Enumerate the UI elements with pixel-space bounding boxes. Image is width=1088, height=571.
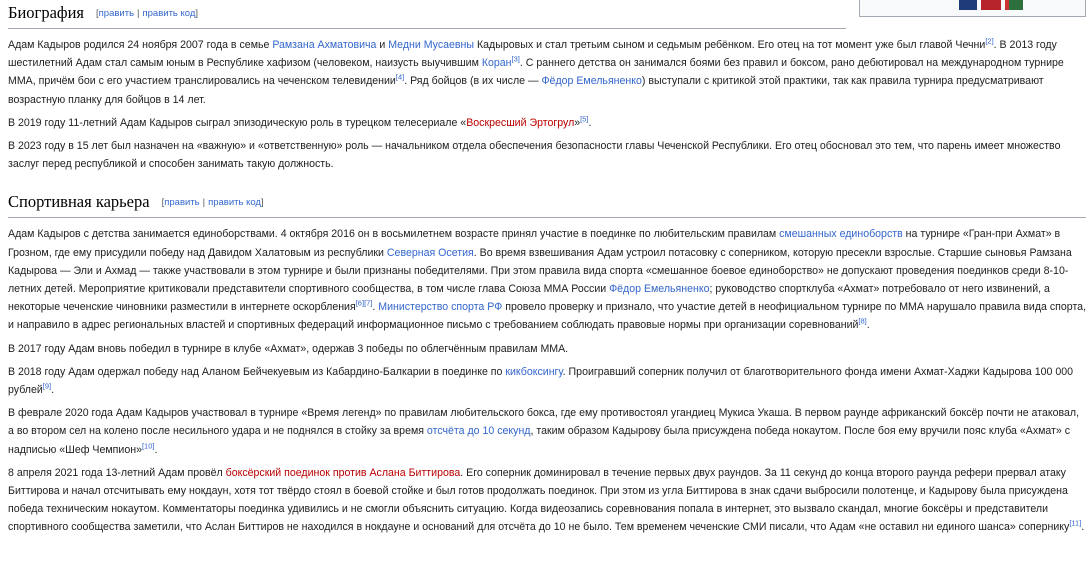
link-mma[interactable]: смешанных единоборств	[779, 228, 903, 241]
reference-link[interactable]: [3]	[511, 54, 520, 64]
edit-code-link[interactable]: править код	[208, 197, 261, 209]
reference-link[interactable]: [6]	[355, 298, 365, 308]
reference-link[interactable]: [8]	[858, 316, 867, 326]
edit-section	[162, 197, 264, 208]
section-heading-biography	[8, 2, 846, 29]
link-fedor[interactable]: Фёдор Емельяненко	[609, 283, 710, 296]
link-koran[interactable]: Коран	[481, 57, 512, 70]
paragraph: Адам Кадыров с детства занимается единоборствами. 4 октября 2016 он в восьмилетнем возрасте принял участие в поединке по любительским правилам смешанных единоборств на турнире «Гран-при Ахмат» в Грозном, где ему присудили победу над Давидом Халатовым из республики Северная Осетия. Во время взвешивания Адам устроил потасовку с соперником, которую пресекли взрослые. Старшие сыновья Рамзана Кадырова — Эли и Ахмад — также участвовали в этом турнире и были признаны победителями. При этом правила вида спорта «смешанное боевое единоборство» не допускают проведения поединков среди 8-10-летних детей. Мероприятие критиковали представители спортивного сообщества, в том числе глава Союза ММА России Фёдор Емельяненко; руководство спортклуба «Ахмат» потребовало от него извинений, а некоторые чеченские чиновники разместили в интернете оскорбления[6][7]. Министерство спорта РФ провело проверку и признало, что участие детей в неофициальном турнире по ММА нарушало правила вида спорта, и направило в адрес региональных властей и спортивных федераций информационное письмо с требованием соблюдать правовые нормы при организации соревнований[8].	[8, 228, 1087, 332]
separator: |	[202, 197, 206, 209]
bracket: [	[161, 197, 165, 209]
reference-link[interactable]: [7]	[364, 298, 373, 308]
reference-link[interactable]: [11]	[1069, 518, 1082, 528]
bracket: ]	[195, 8, 199, 19]
heading-text: Биография	[8, 3, 85, 22]
reference-link[interactable]: [9]	[42, 381, 52, 391]
heading-text: Спортивная карьера	[8, 192, 150, 212]
article-content	[8, 0, 1086, 537]
paragraph: В феврале 2020 года Адам Кадыров участвовал в турнире «Время легенд» по правилам любительского бокса, где ему противостоял угандиец Мукиса Укаша. В первом раунде африканский боксёр почти не атаковал, а во втором сел на колено после несильного удара и не поднялся в стойку за время отсчёта до 10 секунд, таким образом Кадырову была присуждена победа нокаутом. После боя ему вручили пояс клуба «Ахмат» с надписью «Шеф Чемпион»[10].	[8, 407, 1080, 456]
paragraph: 8 апреля 2021 года 13-летний Адам провёл боксёрский поединок против Аслана Биттирова. Его соперник доминировал в течение первых двух раундов. За 11 секунд до конца второго раунда рефери прервал атаку Биттирова и начал отсчитывать ему нокдаун, хотя тот твёрдо стоял в боевой стойке и был готов продолжать поединок. При этом из угла Биттирова в знак сдачи выбросили полотенце, и Кадырову была присуждена победа техническим нокаутом. Комментаторы поединка удивились и не смогли объяснить ситуацию. Когда видеозапись соревнования попала в интернет, это вызвало скандал, многие боксёры и представители спортивного сообщества заметили, что Аслан Биттиров не находился в нокдауне и оснований для отсчёта до 10 не было. Тем временем чеченские СМИ писали, что Адам «не оставил ни единого шанса» сопернику[11].	[8, 466, 1085, 534]
link-ertogrul[interactable]: Воскресший Эртогрул	[466, 116, 575, 129]
paragraph: Адам Кадыров родился 24 ноября 2007 года в семье Рамзана Ахматовича и Медни Мусаевны Кадыровых и стал третьим сыном и седьмым ребёнком. Его отец на тот момент уже был главой Чечни[2]. В 2013 году шестилетний Адам стал самым юным в Республике хафизом (человеком, наизусть выучившим Коран[3]. С раннего детства он занимался боями без правил и боксом, рано дебютировал на международном турнире ММА, причём бои с его участием транслировались на чеченском телевидении[4]. Ряд бойцов (в их числе — Фёдор Емельяненко) выступали с критикой этой практики, так как правила турнира предусматривают возрастную планку для бойцов в 14 лет.	[8, 36, 1064, 106]
paragraph: В 2017 году Адам вновь победил в турнире в клубе «Ахмат», одержав 3 победы по облегчённым правилам ММА.	[8, 342, 569, 355]
reference-link[interactable]: [4]	[395, 72, 405, 82]
link-sport-ministry[interactable]: Министерство спорта РФ	[378, 301, 503, 314]
link-medni[interactable]: Медни Мусаевны	[388, 39, 475, 51]
edit-code-link[interactable]: править код	[142, 8, 196, 19]
separator: |	[137, 8, 140, 19]
link-north-ossetia[interactable]: Северная Осетия	[386, 246, 474, 259]
edit-link[interactable]: править	[98, 8, 135, 19]
edit-link[interactable]: править	[164, 197, 200, 209]
link-fedor[interactable]: Фёдор Емельяненко	[541, 75, 642, 88]
paragraph: В 2018 году Адам одержал победу над Аланом Бейчекуевым из Кабардино-Балкарии в поединке по кикбоксингу. Проигравший соперник получил от благотворительного фонда имени Ахмат-Хаджи Кадырова 100 000 рублей[9].	[8, 365, 1074, 397]
link-bittirov-fight[interactable]: боксёрский поединок против Аслана Биттирова	[225, 466, 461, 479]
link-ramzan[interactable]: Рамзана Ахматовича	[272, 39, 377, 51]
edit-section	[96, 8, 198, 19]
reference-link[interactable]: [5]	[580, 114, 589, 124]
paragraph: В 2019 году 11-летний Адам Кадыров сыграл эпизодическую роль в турецком телесериале «Воскресший Эртогрул»[5].	[8, 114, 592, 129]
link-count[interactable]: отсчёта до 10 секунд	[426, 425, 531, 438]
paragraph: В 2023 году в 15 лет был назначен на «важную» и «ответственную» роль — начальником отдела обеспечения безопасности главы Чеченской Республики. Его отец обосновал это тем, что парень имеет множество заслуг перед республикой и способен занимать такую должность.	[8, 140, 1061, 171]
link-kickboxing[interactable]: кикбоксингу	[505, 365, 563, 378]
reference-link[interactable]: [2]	[985, 36, 994, 46]
section-heading-sport	[8, 191, 1086, 218]
bracket: ]	[260, 197, 264, 209]
bracket: [	[96, 8, 99, 19]
reference-link[interactable]: [10]	[141, 441, 155, 451]
